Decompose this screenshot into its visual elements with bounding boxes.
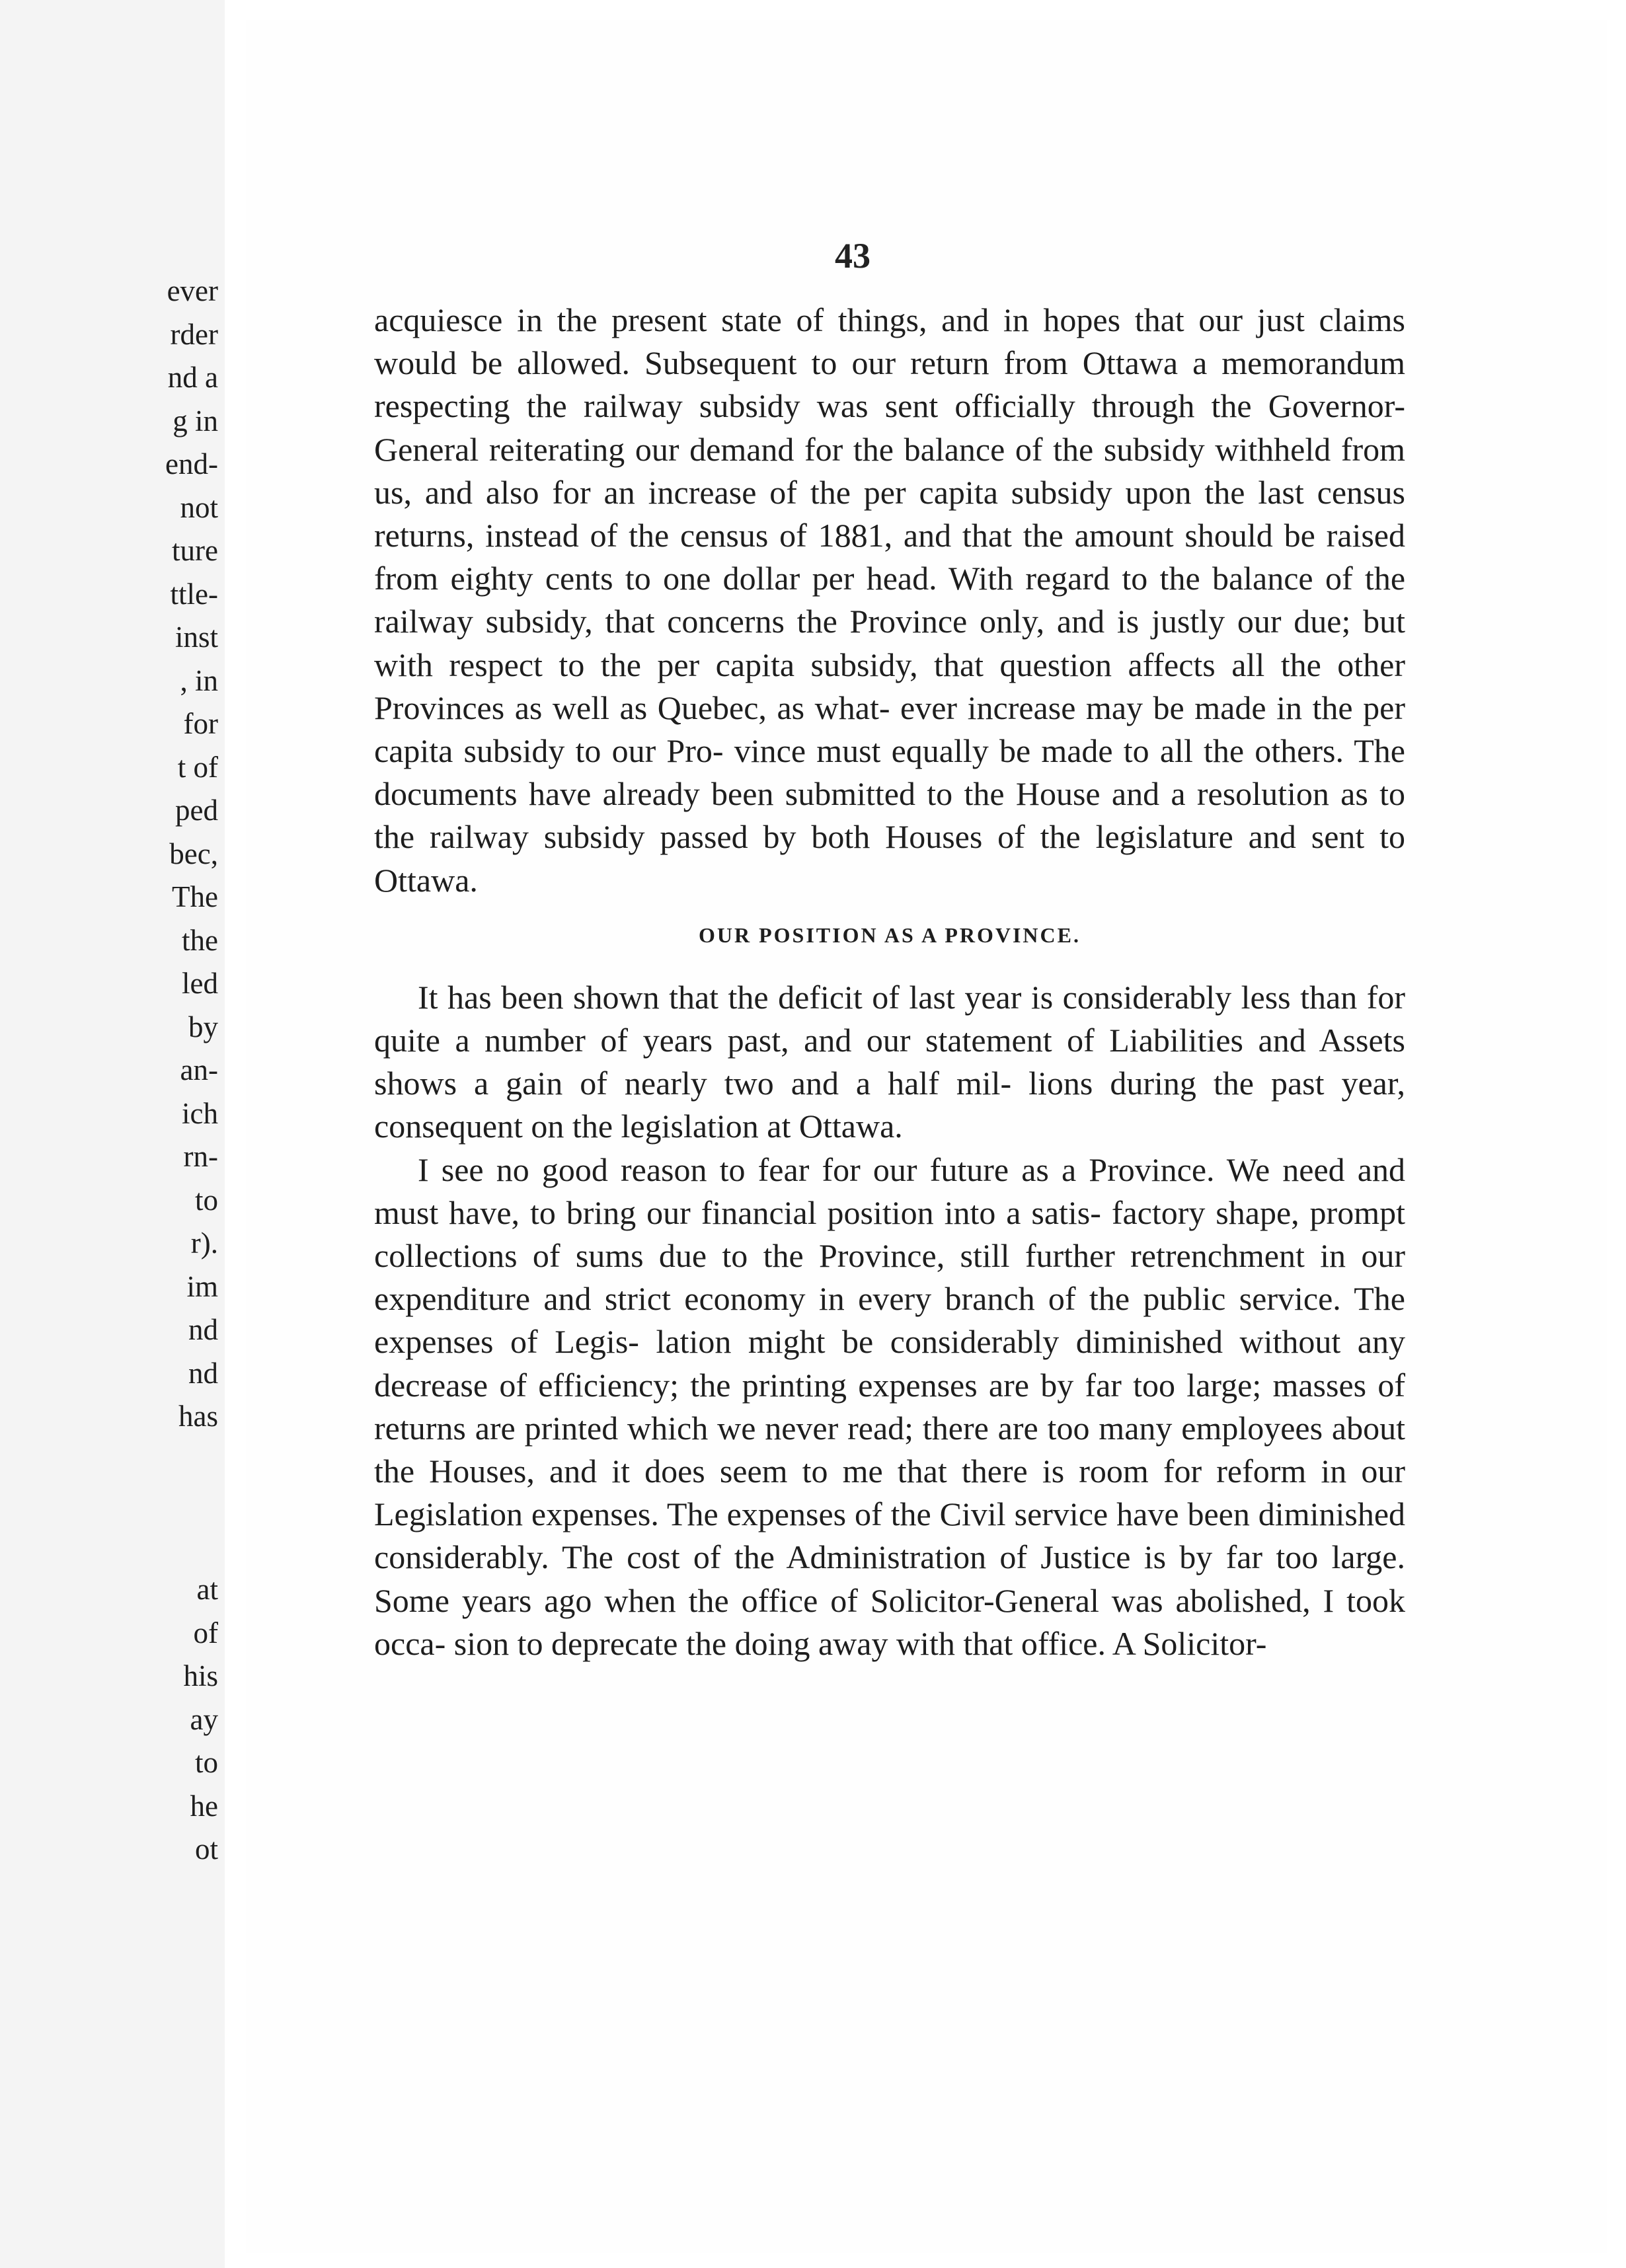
text-line: vince must equally be made to all the others. The documents xyxy=(374,732,1405,813)
left-page-fragment: rder xyxy=(170,317,218,351)
text-line: still further retrenchment in our expenditure and strict economy xyxy=(374,1237,1406,1318)
left-page-fragment: im xyxy=(186,1269,218,1303)
left-page-fragment: ot xyxy=(194,1833,218,1866)
paragraph-text xyxy=(374,299,1405,902)
text-line: I see no good reason to fear for our future as a Province. We xyxy=(418,1151,1270,1188)
text-line: the railway subsidy passed by both Houses of the legislature and xyxy=(374,818,1296,856)
left-page-fragment: g in xyxy=(173,404,218,437)
text-line: room for reform in our Legislation expenses. The expenses of xyxy=(374,1453,1406,1533)
left-page-fragment: ever xyxy=(167,274,218,307)
left-page-fragment: bec, xyxy=(169,837,218,870)
text-line: in every branch of the public service. The expenses of Legis- xyxy=(374,1280,1405,1361)
text-line: lions during the past year, consequent on the legislation at xyxy=(374,1065,1406,1145)
paragraph xyxy=(374,976,1405,1149)
left-page-fragment: nd xyxy=(188,1356,218,1390)
paragraph-text xyxy=(374,976,1405,1149)
left-page-fragment: the xyxy=(182,923,218,957)
text-line: justly our due; but with respect to the per capita subsidy, that xyxy=(374,603,1406,683)
left-page-fragment: ich xyxy=(182,1096,218,1130)
left-page-fragment: his xyxy=(183,1659,218,1692)
left-page-fragment: for xyxy=(183,707,218,740)
left-page-fragment: has xyxy=(178,1400,218,1433)
text-line: when the office of Solicitor-General was abolished, I took occa- xyxy=(374,1581,1406,1662)
text-line: need and must have, to bring our financial position into a satis- xyxy=(374,1151,1406,1231)
body-text xyxy=(374,299,1405,1665)
text-line: eighty cents to one dollar per head. With regard to the balance xyxy=(450,560,1313,597)
left-page-fragment: r). xyxy=(190,1227,218,1260)
text-line: balance of the subsidy withheld from us, and also for an increase xyxy=(374,430,1406,511)
text-line: the census of 1881, and that the amount should be raised from xyxy=(374,517,1405,597)
left-page-fragment: by xyxy=(188,1010,218,1043)
left-page-fragment: ay xyxy=(190,1702,218,1736)
left-page-fragment: The xyxy=(172,880,218,913)
left-page-fragment: at xyxy=(196,1573,218,1606)
text-line: sent to Ottawa. xyxy=(374,818,1406,899)
left-page-fragment: nd xyxy=(188,1313,218,1346)
paragraph xyxy=(374,1149,1405,1665)
left-page-fragment: t of xyxy=(177,750,218,784)
left-page-fragment: of xyxy=(193,1616,218,1649)
text-line: less than for quite a number of years past, and our statement of xyxy=(374,978,1405,1059)
text-line: of returns are printed which we never read; there are too many xyxy=(374,1366,1406,1447)
text-line: Liabilities and Assets shows a gain of nearly two and a half mil- xyxy=(374,1022,1406,1102)
left-page-fragment: rn- xyxy=(183,1140,218,1173)
text-line: the Administration of Justice is by far too large. Some years ago xyxy=(374,1538,1406,1619)
left-page-fragment: inst xyxy=(174,621,218,654)
left-page-fragment: end- xyxy=(165,447,218,480)
left-page-fragment: ture xyxy=(172,534,218,567)
text-line: It has been shown that the deficit of last year is considerably xyxy=(418,978,1232,1016)
left-page-fragment: led xyxy=(182,967,218,1000)
bottom-paragraphs xyxy=(374,976,1405,1665)
left-page-fragment: ped xyxy=(175,794,218,827)
text-line: claims would be allowed. Subsequent to our return from Ottawa xyxy=(374,301,1406,382)
text-line: of efficiency; the printing expenses are by far too large; masses xyxy=(499,1366,1367,1404)
text-line: lation might be considerably diminished without any decrease xyxy=(374,1323,1405,1404)
text-line: factory shape, prompt collections of sums due to the Province, xyxy=(374,1193,1405,1275)
text-line: have already been submitted to the House and a resolution as to xyxy=(528,775,1406,813)
left-page-fragment: to xyxy=(194,1183,218,1217)
left-page-fragment: not xyxy=(180,490,218,524)
left-page-fragment: an- xyxy=(180,1053,218,1086)
text-line: sion to deprecate the doing away with that office. A Solicitor- xyxy=(453,1624,1267,1662)
left-page-fragment: to xyxy=(194,1746,218,1779)
text-line: question affects all the other Provinces as well as Quebec, as what- xyxy=(374,646,1405,726)
page-number: 43 xyxy=(835,236,871,276)
text-line: the Civil service have been diminished considerably. The cost of xyxy=(374,1495,1406,1576)
paragraph xyxy=(374,299,1405,902)
left-page-fragment: he xyxy=(190,1789,218,1823)
left-page-edge xyxy=(0,0,225,2268)
section-heading: OUR POSITION AS A PROVINCE. xyxy=(699,923,1081,947)
text-line: a memorandum respecting the railway subsidy was sent officially xyxy=(374,344,1406,425)
left-page-fragment: , in xyxy=(180,663,218,697)
text-line: acquiesce in the present state of things, and in hopes that our just xyxy=(374,301,1305,338)
text-line: Ottawa. xyxy=(798,1108,903,1145)
text-line: through the Governor-General reiterating our demand for the xyxy=(374,387,1405,468)
top-paragraphs xyxy=(374,299,1405,902)
text-line: of the per capita subsidy upon the last census returns, instead of xyxy=(374,473,1405,554)
left-page-fragment: ttle- xyxy=(170,577,218,611)
text-line: ever increase may be made in the per capita subsidy to our Pro- xyxy=(374,689,1405,770)
paragraph-text xyxy=(374,1149,1405,1665)
left-page-fragments xyxy=(0,270,218,1871)
text-line: of the railway subsidy, that concerns the Province only, and is xyxy=(374,560,1406,640)
text-line: employees about the Houses, and it does seem to me that there is xyxy=(374,1409,1406,1490)
left-page-fragment: nd a xyxy=(167,361,218,394)
